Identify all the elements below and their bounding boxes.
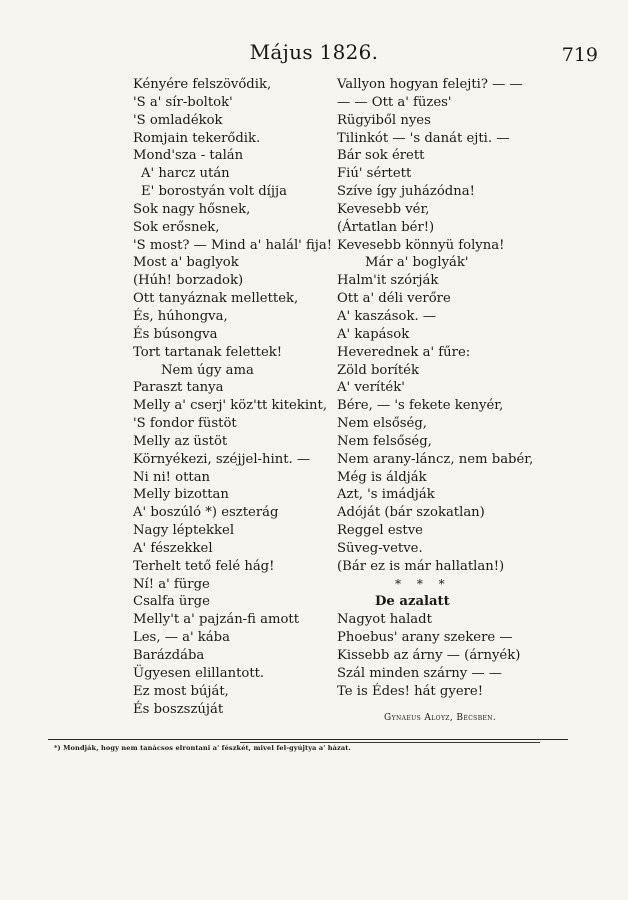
poem-line: Kényére felszövődik, bbox=[133, 77, 272, 92]
footnote-divider-thin bbox=[240, 742, 540, 743]
poem-line: Süveg-vetve. bbox=[337, 540, 423, 556]
poem-line: E' borostyán volt díjja bbox=[141, 184, 287, 200]
poem-line: Azt, 's imádják bbox=[337, 487, 435, 503]
poem-line: És búsongva bbox=[133, 326, 218, 342]
poem-line: Nem arany-láncz, nem babér, bbox=[337, 451, 534, 467]
poem-line: A' boszúló *) eszterág bbox=[133, 505, 279, 521]
section-title: De azalatt bbox=[375, 594, 450, 610]
poem-line: Bár sok érett bbox=[337, 148, 425, 164]
poem-line: Te is Édes! hát gyere! bbox=[337, 683, 484, 699]
poem-line: Még is áldják bbox=[337, 469, 427, 485]
poem-line: Paraszt tanya bbox=[133, 380, 224, 396]
poem-line: 'S fondor füstöt bbox=[133, 416, 237, 432]
poem-line: Tort tartanak felettek! bbox=[133, 344, 283, 360]
poem-line: A' kaszások. — bbox=[337, 308, 437, 324]
poem-line: Vallyon hogyan felejti? — — bbox=[337, 77, 523, 92]
poem-line: Ní! a' fürge bbox=[133, 576, 210, 592]
poem-line: Ez most búját, bbox=[133, 683, 229, 699]
poem-line: Szál minden szárny — — bbox=[337, 665, 502, 681]
poem-line: 'S most? — Mind a' halál' fija! bbox=[133, 237, 333, 253]
poem-line: Kevesebb vér, bbox=[337, 201, 430, 217]
poem-line: Terhelt tető felé hág! bbox=[133, 558, 275, 574]
poem-line: (Bár ez is már hallatlan!) bbox=[337, 558, 505, 574]
page-number: 719 bbox=[561, 44, 598, 66]
poem-line: Ni ni! ottan bbox=[133, 469, 211, 485]
poem-line: Nagy léptekkel bbox=[133, 523, 235, 539]
poem-right-column bbox=[337, 76, 605, 701]
poem-line: Mond'sza - talán bbox=[133, 148, 244, 164]
poem-line: Kevesebb könnyü folyna! bbox=[337, 237, 505, 253]
poem-line: A' kapások bbox=[337, 326, 410, 342]
poem-line: Bére, — 's fekete kenyér, bbox=[337, 398, 504, 414]
poem-line: Rügyiből nyes bbox=[337, 112, 431, 128]
poem-line: (Ártatlan bér!) bbox=[337, 219, 435, 235]
poem-line: Környékezi, széjjel-hint. — bbox=[133, 451, 311, 467]
poem-line: Reggel estve bbox=[337, 523, 423, 539]
poem-line: Heverednek a' fűre: bbox=[337, 344, 471, 360]
poem-left-column bbox=[133, 76, 343, 718]
poem-line: Melly az üstöt bbox=[133, 433, 228, 449]
poem-line: A' harcz után bbox=[141, 166, 230, 182]
poem-line: Ott a' déli verőre bbox=[337, 291, 451, 307]
running-header-title: Május 1826. bbox=[249, 40, 379, 64]
poem-line: — — Ott a' füzes' bbox=[337, 94, 452, 110]
poem-line: Tilinkót — 's danát ejti. — bbox=[337, 130, 510, 146]
poem-line: Zöld boríték bbox=[337, 362, 419, 378]
poem-line: 'S omladékok bbox=[133, 112, 223, 128]
footnote-divider bbox=[48, 739, 568, 740]
poem-line: Nagyot haladt bbox=[337, 612, 432, 628]
poem-line: Ott tanyáznak mellettek, bbox=[133, 291, 299, 307]
poem-line: Csalfa ürge bbox=[133, 594, 210, 610]
poem-line: Barázdába bbox=[133, 648, 205, 663]
poem-line: És boszszúját bbox=[133, 701, 224, 717]
poem-line: Melly bizottan bbox=[133, 487, 229, 503]
poem-line: Sok erősnek, bbox=[133, 219, 220, 235]
poem-line: A' veríték' bbox=[337, 380, 405, 396]
poem-line: Nem felsőség, bbox=[337, 433, 432, 449]
poem-line: Kissebb az árny — (árnyék) bbox=[337, 648, 521, 663]
poem-line: Most a' baglyok bbox=[133, 255, 239, 271]
poem-line: Szíve így juházódna! bbox=[337, 184, 475, 200]
poem-line: Les, — a' kába bbox=[133, 630, 230, 646]
poem-line: 'S a' sír-boltok' bbox=[133, 94, 233, 110]
poem-line: És, húhongva, bbox=[133, 308, 228, 324]
poem-line: Már a' boglyák' bbox=[365, 255, 469, 271]
poem-line: (Húh! borzadok) bbox=[133, 273, 244, 289]
poem-line: Nem elsőség, bbox=[337, 416, 427, 432]
section-asterisks: * * * bbox=[395, 576, 451, 591]
footnote: *) Mondják, hogy nem tanácsos elrontani a' fészkét, mivel fel-gyújtya a' házat. bbox=[54, 744, 351, 752]
poem-line: Romjain tekerődik. bbox=[133, 130, 261, 146]
poem-line: Halm'it szórják bbox=[337, 273, 439, 289]
author-signature: Gynaeus Aloyz, Bécsben. bbox=[384, 713, 497, 723]
poem-line: Fiú' sértett bbox=[337, 166, 412, 182]
poem-line: Adóját (bár szokatlan) bbox=[337, 505, 485, 521]
poem-line: A' fészekkel bbox=[133, 540, 213, 556]
poem-line: Melly't a' pajzán-fi amott bbox=[133, 612, 300, 628]
poem-line: Nem úgy ama bbox=[161, 362, 254, 378]
poem-line: Sok nagy hősnek, bbox=[133, 201, 251, 217]
poem-line: Melly a' cserj' köz'tt kitekint, bbox=[133, 398, 328, 414]
poem-line: Phoebus' arany szekere — bbox=[337, 630, 513, 646]
poem-line: Ügyesen elillantott. bbox=[133, 665, 265, 681]
